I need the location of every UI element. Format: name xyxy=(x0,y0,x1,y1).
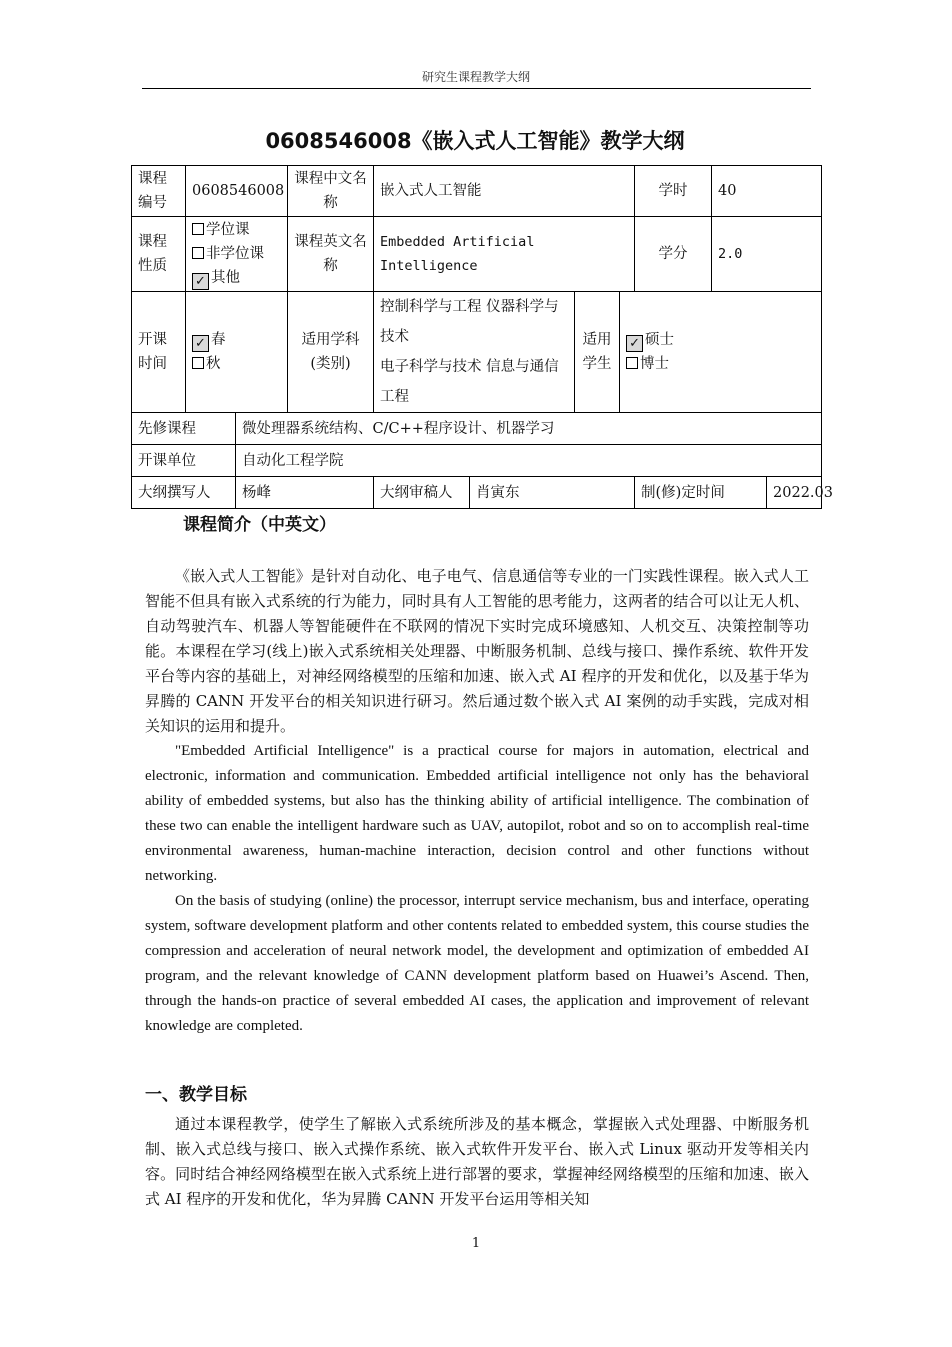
checkbox-checked-icon: ✓ xyxy=(192,335,209,352)
term-option-autumn[interactable]: 秋 xyxy=(192,352,281,376)
header-rule xyxy=(142,88,811,89)
nature-option-other[interactable]: ✓ 其他 xyxy=(192,266,281,290)
hours-value: 40 xyxy=(712,166,822,217)
author-label: 大纲撰写人 xyxy=(132,477,236,509)
en-name-value: Embedded Artificial Intelligence xyxy=(374,217,635,292)
term-options xyxy=(186,292,288,413)
date-value: 2022.03 xyxy=(767,477,822,509)
term-option-spring[interactable]: ✓ 春 xyxy=(192,328,281,352)
page-header: 研究生课程教学大纲 xyxy=(421,70,530,84)
reviewer-value: 肖寅东 xyxy=(470,477,635,509)
checkbox-unchecked-icon xyxy=(192,357,204,369)
checkbox-unchecked-icon xyxy=(192,223,204,235)
dept-label: 开课单位 xyxy=(132,445,236,477)
prereq-label: 先修课程 xyxy=(132,413,236,445)
reviewer-label: 大纲审稿人 xyxy=(374,477,470,509)
students-option-doctor[interactable]: 博士 xyxy=(626,352,815,376)
checkbox-checked-icon: ✓ xyxy=(626,335,643,352)
credits-label: 学分 xyxy=(635,217,712,292)
intro-en-paragraph-2: On the basis of studying (online) the processor, interrupt service mechanism, bus and interface, operating system, software development platform and other contents related to embedded system, this course studies the compression and acceleration of neural network model, the development and optimization of embedded AI program, and the relevant knowledge of CANN development platform based on Huawei’s Ascend. Then, through the hands-on practice of several embedded AI cases, the application and improvement of relevant knowledge are completed. xyxy=(145,893,809,1034)
course-code-value: 0608546008 xyxy=(186,166,288,217)
goals-heading: 一、教学目标 xyxy=(145,1085,247,1105)
course-code-label: 课程编号 xyxy=(132,166,186,217)
checkbox-checked-icon: ✓ xyxy=(192,273,209,290)
document-title: 0608546008《嵌入式人工智能》教学大纲 xyxy=(265,129,685,153)
course-info-table xyxy=(131,165,833,509)
credits-value: 2.0 xyxy=(712,217,822,292)
author-value: 杨峰 xyxy=(236,477,374,509)
discipline-value xyxy=(374,292,575,413)
dept-value: 自动化工程学院 xyxy=(236,445,822,477)
cn-name-label: 课程中文名称 xyxy=(288,166,374,217)
checkbox-unchecked-icon xyxy=(626,357,638,369)
students-options xyxy=(620,292,822,413)
term-label: 开课时间 xyxy=(132,292,186,413)
nature-option-degree[interactable]: 学位课 xyxy=(192,218,281,242)
page-number: 1 xyxy=(471,1236,481,1251)
nature-label: 课程性质 xyxy=(132,217,186,292)
hours-label: 学时 xyxy=(635,166,712,217)
nature-options xyxy=(186,217,288,292)
discipline-label: 适用学科(类别) xyxy=(288,292,374,413)
discipline-line-1: 控制科学与工程 仪器科学与技术 xyxy=(380,299,559,345)
students-label: 适用学生 xyxy=(575,292,620,413)
intro-heading: 课程简介（中英文） xyxy=(183,515,336,535)
intro-cn-paragraph: 《嵌入式人工智能》是针对自动化、电子电气、信息通信等专业的一门实践性课程。嵌入式人工智能不但具有嵌入式系统的行为能力，同时具有人工智能的思考能力，这两者的结合可以让无人机、自动驾驶汽车、机器人等智能硬件在不联网的情况下实时完成环境感知、人机交互、决策控制等功能。本课程在学习(线上)嵌入式系统相关处理器、中断服务机制、总线与接口、操作系统、软件开发平台等内容的基础上，对神经网络模型的压缩和加速、嵌入式 AI 程序的开发和优化，以及基于华为昇腾的 CANN 开发平台的相关知识进行研习。然后通过数个嵌入式 AI 案例的动手实践，完成对相关知识的运用和提升。 xyxy=(145,567,809,735)
nature-option-nondegree[interactable]: 非学位课 xyxy=(192,242,281,266)
students-option-master[interactable]: ✓ 硕士 xyxy=(626,328,815,352)
prereq-value: 微处理器系统结构、C/C++程序设计、机器学习 xyxy=(236,413,822,445)
intro-en-paragraph-1: "Embedded Artificial Intelligence" is a practical course for majors in automation, electrical and electronic, information and communication. Embedded artificial intelligence not only has the behavioral ability of embedded systems, but also has the thinking ability of artificial intelligence. The combination of these two can enable the intelligent hardware such as UAV, autopilot, robot and so on to accomplish real-time environmental awareness, human-machine interaction, decision control and other functions without networking. xyxy=(145,743,809,884)
en-name-label: 课程英文名称 xyxy=(288,217,374,292)
cn-name-value: 嵌入式人工智能 xyxy=(374,166,635,217)
discipline-line-2: 电子科学与技术 信息与通信工程 xyxy=(380,359,559,405)
goals-paragraph: 通过本课程教学，使学生了解嵌入式系统所涉及的基本概念，掌握嵌入式处理器、中断服务机制、嵌入式总线与接口、嵌入式操作系统、嵌入式软件开发平台、嵌入式 Linux 驱动开发等相关内容。同时结合神经网络模型在嵌入式系统上进行部署的要求，掌握神经网络模型的压缩和加速、嵌入式 AI 程序的开发和优化，华为昇腾 CANN 开发平台运用等相关知 xyxy=(145,1115,809,1208)
date-label: 制(修)定时间 xyxy=(635,477,767,509)
checkbox-unchecked-icon xyxy=(192,247,204,259)
